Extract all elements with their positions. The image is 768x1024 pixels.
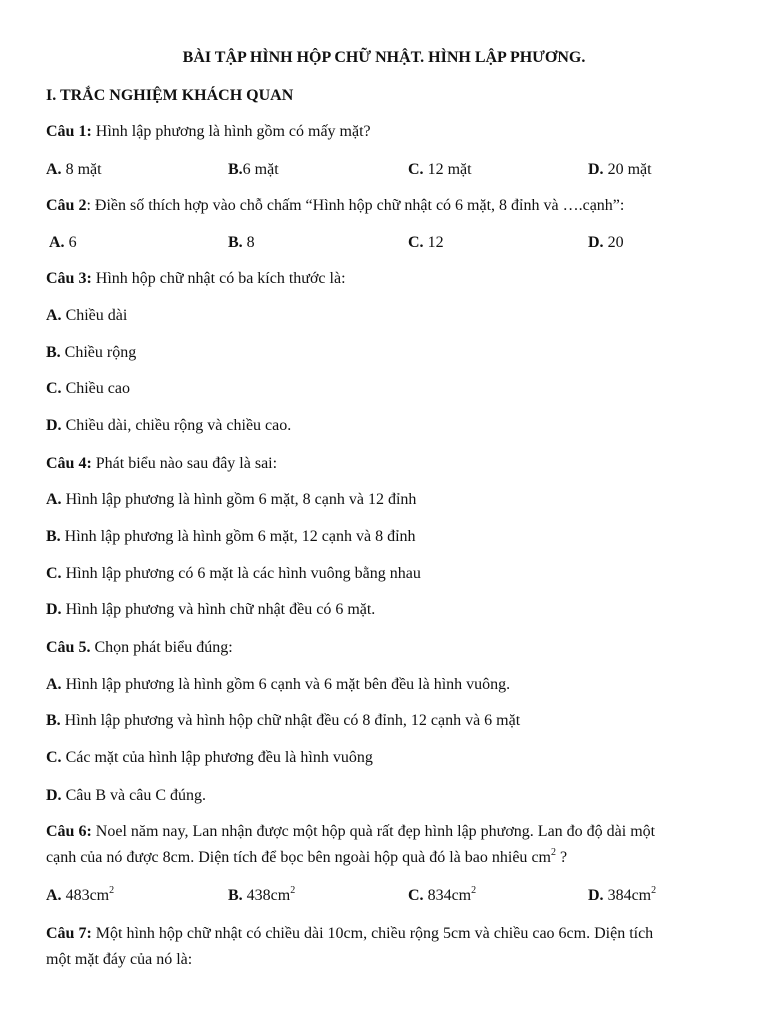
question-label: Câu 6: [46, 823, 92, 840]
unit: cm [531, 849, 551, 866]
option-d: D. 20 mặt [588, 161, 652, 178]
option-d: D. $384cm^2$ [588, 885, 657, 904]
question-label: Câu 3: [46, 270, 92, 287]
question-text-line-1: Một hình hộp chữ nhật có chiều dài 10cm, chiều rộng 5cm và chiều cao 6cm. Diện tích [91, 925, 654, 942]
option-c: C. 12 mặt [408, 161, 472, 178]
question-text: Phát biểu nào sau đây là sai: [91, 455, 278, 472]
option-d: D. 20 [588, 234, 624, 251]
option-b: B. Hình lập phương là hình gồm 6 mặt, 12 cạnh và 8 đỉnh [46, 528, 416, 545]
option-c: C. $834cm^2$ [408, 885, 477, 904]
question-label: Câu 4: [46, 455, 92, 472]
option-d: D. Hình lập phương và hình chữ nhật đều có 6 mặt. [46, 601, 376, 618]
option-c: C. Các mặt của hình lập phương đều là hình vuông [46, 749, 373, 766]
question-5 [46, 638, 728, 658]
option-a: A. Chiều dài [46, 307, 128, 324]
option-c: C. Chiều cao [46, 380, 130, 397]
option-a: A. 8 mặt [46, 161, 102, 178]
question-text: Hình hộp chữ nhật có ba kích thước là: [91, 270, 346, 287]
question-3 [46, 269, 728, 289]
option-b: B. Hình lập phương và hình hộp chữ nhật đều có 8 đỉnh, 12 cạnh và 6 mặt [46, 712, 521, 729]
question-text-line-1: Noel năm nay, Lan nhận được một hộp quà rất đẹp hình lập phương. Lan đo độ dài một [91, 823, 656, 840]
option-b: B.6 mặt [228, 161, 279, 178]
option-d: D. Chiều dài, chiều rộng và chiều cao. [46, 417, 292, 434]
option-c: C. Hình lập phương có 6 mặt là các hình vuông bằng nhau [46, 565, 421, 582]
question-7-line-2: một mặt đáy của nó là: [46, 951, 193, 968]
question-label: Câu 1: [46, 123, 92, 140]
question-text: : Điền số thích hợp vào chỗ chấm “Hình hộp chữ nhật có 6 mặt, 8 đỉnh và ….cạnh”: [86, 197, 625, 214]
question-1 [46, 122, 728, 142]
section-heading: I. TRẮC NGHIỆM KHÁCH QUAN [46, 87, 294, 104]
option-a: A. Hình lập phương là hình gồm 6 mặt, 8 cạnh và 12 đỉnh [46, 491, 417, 508]
question-label: Câu 5. [46, 639, 91, 656]
question-text: Chọn phát biểu đúng: [90, 639, 233, 656]
question-6-line-2: cạnh của nó được 8cm. Diện tích để bọc bên ngoài hộp quà đó là bao nhiêu $cm^2$ ? [46, 847, 568, 866]
option-b: B. Chiều rộng [46, 344, 137, 361]
question-label: Câu 7: [46, 925, 92, 942]
question-7 [46, 924, 728, 944]
option-a: A. Hình lập phương là hình gồm 6 cạnh và 6 mặt bên đều là hình vuông. [46, 676, 511, 693]
option-a: A. 6 [49, 234, 77, 251]
option-b: B. 8 [228, 234, 255, 251]
option-b: B. $438cm^2$ [228, 885, 296, 904]
question-4 [46, 454, 728, 474]
question-2 [46, 196, 728, 216]
option-a: A. $483cm^2$ [46, 885, 115, 904]
option-c: C. 12 [408, 234, 444, 251]
option-d: D. Câu B và câu C đúng. [46, 787, 206, 804]
question-label: Câu 2 [46, 197, 87, 214]
question-text: Hình lập phương là hình gồm có mấy mặt? [91, 123, 371, 140]
question-6 [46, 822, 728, 842]
document-title: BÀI TẬP HÌNH HỘP CHỮ NHẬT. HÌNH LẬP PHƯƠNG. [182, 49, 586, 66]
